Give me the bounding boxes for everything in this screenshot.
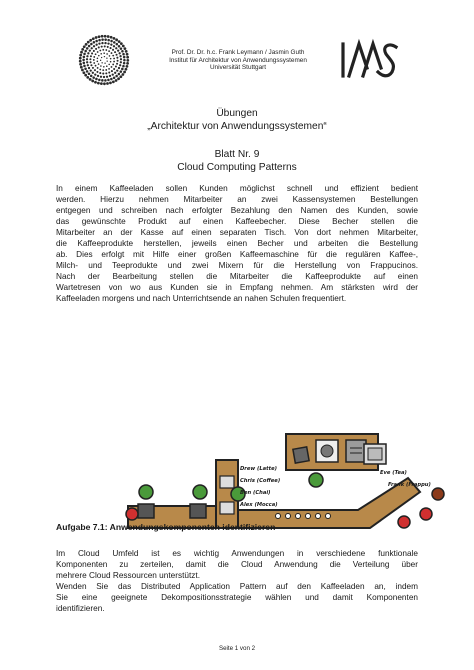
intro-line: Milch- und Teeprodukte und zwei Mixern für die Herstellung von Frappucinos. [56,260,418,270]
intro-line: In einem Kaffeeladen sollen Kunden möglichst schnell und effizient bedient [56,184,418,193]
task-line: mehrere Cloud Ressourcen unterstützt. [56,570,200,580]
label-frank: Frank (Frappu) [388,482,431,488]
barista-icon [309,473,323,487]
intro-line: die Kaffeeprodukte herstellen, jeweils einen Becher und arbeiten die Bestellung [56,238,418,248]
cash-register-icon [138,504,154,518]
iaas-logo-icon [338,38,400,82]
page-footer: Seite 1 von 2 [218,645,256,652]
title-sheet-number: Blatt Nr. 9 [214,149,260,160]
title-topic: Cloud Computing Patterns [177,161,297,173]
task-line: identifizieren. [56,603,105,613]
task-line: Sie eine geeignete Dekompositionsstrategie wählen und damit Komponenten [56,592,418,602]
cup-label-drew: Drew (Latte) [240,466,278,472]
intro-line: Kaffeeladen morgens und nach Unterrichtsende an nahen Schulen frequentiert. [56,293,347,303]
intro-line: entgegen und schreiben nach erfolgter Bezahlung den Namen des Kunden, sowie [56,205,418,215]
header-authors: Prof. Dr. Dr. h.c. Frank Leymann / Jasmin Guth [171,49,305,56]
header-institute: Institut für Architektur von Anwendungssystemen [169,56,307,64]
university-logo-icon [78,34,130,86]
customer-icon [420,508,432,520]
cup-label-chris: Chris (Coffee) [240,478,281,484]
task-line: Komponenten zu zerteilen, damit die Cloud Anwendung die Verteilung über [56,559,418,569]
customer-icon [432,488,444,500]
task-paragraph [56,549,418,615]
title-exercises: Übungen [216,108,258,119]
barista-icon [139,485,153,499]
customer-icon [398,516,410,528]
task-line: Wenden Sie das Distributed Application Pattern auf den Kaffeeladen an, indem [56,581,418,591]
mixer-icon [220,502,234,514]
intro-line: das gewünschte Produkt auf einen Kaffeebecher. Diese Becher stellen die [56,216,418,226]
coffee-shop-illustration [108,430,452,530]
task-line: Im Cloud Umfeld ist es wichtig Anwendungen in verschiedene funktionale [56,549,418,558]
task-heading: Aufgabe 7.1: Anwendungskomponenten identifizieren [56,522,276,532]
barista-icon [193,485,207,499]
sink-icon [364,444,386,464]
cash-register-icon [190,504,206,518]
intro-line: Mitarbeiter an der Kasse auf einen separaten Tisch. Von dort nehmen Mitarbeiter, [56,227,418,237]
cup-label-alex: Alex (Mocca) [240,502,278,508]
header-university: Universität Stuttgart [209,64,267,72]
title-block [0,108,474,174]
customer-icon [126,508,138,520]
intro-paragraph [56,184,418,304]
cup-label-ben: Ben (Chai) [240,490,271,496]
intro-line: Nach der Bearbeitung stellen die Mitarbeiter die Kaffeeprodukte auf einen [56,271,418,281]
mixer-icon [220,476,234,488]
intro-line: werden. Hierzu nehmen Mitarbeiter an zwei Kassensystemen Bestellungen [56,194,418,204]
label-eve: Eve (Tea) [380,470,407,476]
intro-line: ab. Dies erfolgt mit Hilfe einer großen Kaffeemaschine für die regulären Kaffee-, [56,249,418,259]
intro-line: Wartetresen von wo aus Kunden sie in Empfang nehmen. Am stärksten wird der [56,282,418,292]
institute-header [138,49,338,72]
title-course: „Architektur von Anwendungssystemen“ [147,120,327,132]
